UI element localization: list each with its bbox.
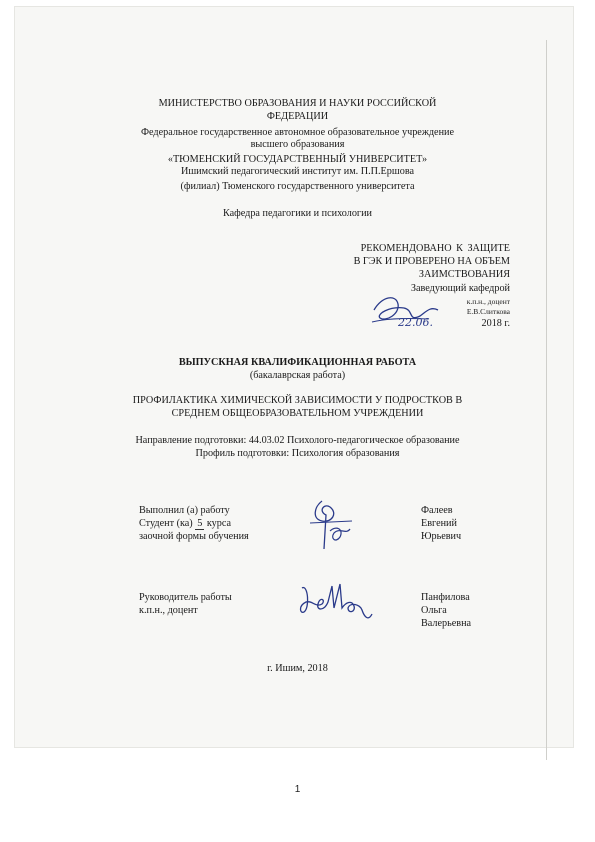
head-title: Заведующий кафедрой	[410, 283, 510, 294]
student-label-1: Выполнил (а) работу	[139, 505, 230, 516]
institute-name: Ишимский педагогический институт им. П.П.Ершова	[180, 166, 415, 177]
student-surname: Фалеев	[421, 505, 453, 516]
institution-line-2: высшего образования	[250, 139, 345, 150]
study-profile: Профиль подготовки: Психология образования	[195, 448, 400, 459]
department-name: Кафедра педагогики и психологии	[222, 208, 372, 219]
head-signature	[368, 288, 478, 334]
supervisor-label-1: Руководитель работы	[139, 592, 232, 603]
supervisor-patronymic: Валерьевна	[421, 618, 472, 629]
ministry-line-1: МИНИСТЕРСТВО ОБРАЗОВАНИЯ И НАУКИ РОССИЙСКОЙ	[158, 98, 437, 109]
approval-line-3: ЗАИМСТВОВАНИЯ	[418, 269, 510, 280]
head-degree: к.п.н., доцент	[466, 297, 510, 306]
work-type: ВЫПУСКНАЯ КВАЛИФИКАЦИОННАЯ РАБОТА	[178, 357, 417, 368]
approval-year: 2018 г.	[481, 318, 510, 329]
student-name: Евгений	[421, 518, 457, 529]
work-title-line-1: ПРОФИЛАКТИКА ХИМИЧЕСКОЙ ЗАВИСИМОСТИ У ПОДРОСТКОВ В	[132, 395, 463, 406]
study-direction: Направление подготовки: 44.03.02 Психолого-педагогическое образование	[135, 435, 460, 446]
work-title-line-2: СРЕДНЕМ ОБЩЕОБРАЗОВАТЕЛЬНОМ УЧРЕЖДЕНИИ	[171, 408, 424, 419]
page-number: 1	[294, 784, 301, 795]
approval-date-handwritten: 22.06.	[398, 316, 433, 329]
institution-line-1: Федеральное государственное автономное образовательное учреждение	[140, 127, 454, 138]
supervisor-label-2: к.п.н., доцент	[139, 605, 198, 616]
student-label-3: заочной формы обучения	[139, 531, 249, 542]
city-year: г. Ишим, 2018	[267, 663, 328, 674]
student-label-2	[139, 518, 231, 530]
student-label-2b: курса	[206, 518, 232, 529]
student-patronymic: Юрьевич	[421, 531, 462, 542]
supervisor-name: Ольга	[421, 605, 447, 616]
approval-line-1: РЕКОМЕНДОВАНО К ЗАЩИТЕ	[360, 243, 510, 254]
approval-line-2: В ГЭК И ПРОВЕРЕНО НА ОБЪЕМ	[353, 256, 510, 267]
head-name: Е.В.Слиткова	[466, 307, 510, 316]
university-name: «ТЮМЕНСКИЙ ГОСУДАРСТВЕННЫЙ УНИВЕРСИТЕТ»	[167, 154, 428, 165]
supervisor-signature	[296, 578, 382, 624]
student-label-2a: Студент (ка)	[139, 518, 193, 529]
branch-name: (филиал) Тюменского государственного университета	[180, 181, 415, 192]
ministry-line-2: ФЕДЕРАЦИИ	[266, 111, 329, 122]
student-signature	[300, 495, 360, 555]
course-number: 5	[197, 518, 203, 529]
supervisor-surname: Панфилова	[421, 592, 470, 603]
work-subtype: (бакалаврская работа)	[249, 370, 346, 381]
